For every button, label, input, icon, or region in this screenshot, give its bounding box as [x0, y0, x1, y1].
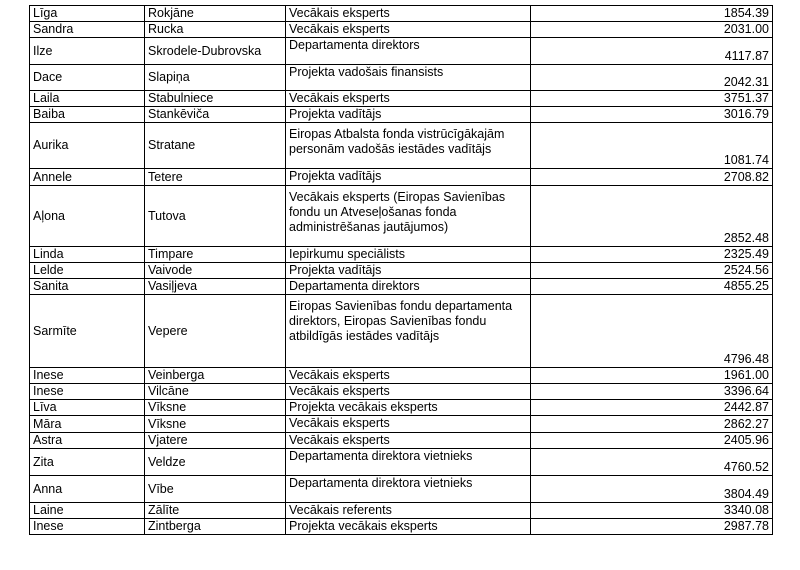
- table-body: [30, 6, 773, 535]
- surname-cell: Veldze: [145, 449, 286, 476]
- position-line: Departamenta direktors: [289, 38, 420, 52]
- first-name-cell: Inese: [30, 519, 145, 535]
- position-cell: [286, 186, 531, 247]
- surname-cell: Rucka: [145, 22, 286, 38]
- first-name-cell: Inese: [30, 368, 145, 384]
- salary-cell: 3016.79: [531, 107, 773, 123]
- first-name-cell: Linda: [30, 247, 145, 263]
- table-row: [30, 22, 773, 38]
- position-line: Projekta vadošais finansists: [289, 65, 444, 79]
- first-name-cell: Lelde: [30, 263, 145, 279]
- position-cell: [286, 107, 531, 123]
- first-name-cell: Annele: [30, 169, 145, 186]
- first-name-cell: Sarmīte: [30, 295, 145, 368]
- table-row: [30, 400, 773, 416]
- position-cell: [286, 476, 531, 503]
- position-line: Projekta vecākais eksperts: [289, 400, 438, 414]
- table-row: [30, 65, 773, 91]
- position-cell: [286, 368, 531, 384]
- position-line: Vecākais eksperts: [289, 384, 390, 398]
- table-row: [30, 91, 773, 107]
- position-line: Departamenta direktora vietnieks: [289, 476, 473, 490]
- salary-cell: 2031.00: [531, 22, 773, 38]
- salary-cell: 2442.87: [531, 400, 773, 416]
- position-line: Projekta vadītājs: [289, 107, 382, 121]
- salary-cell: 2325.49: [531, 247, 773, 263]
- position-line: fondu un Atveseļošanas fonda: [289, 205, 457, 219]
- surname-cell: Vepere: [145, 295, 286, 368]
- salary-cell: 2852.48: [531, 186, 773, 247]
- salary-cell: 2862.27: [531, 416, 773, 433]
- salary-cell: 1961.00: [531, 368, 773, 384]
- table-row: [30, 384, 773, 400]
- surname-cell: Vilcāne: [145, 384, 286, 400]
- position-line: Iepirkumu speciālists: [289, 247, 406, 261]
- first-name-cell: Aurika: [30, 123, 145, 169]
- first-name-cell: Māra: [30, 416, 145, 433]
- position-line: Vecākais eksperts (Eiropas Savienības: [289, 190, 506, 204]
- position-cell: [286, 416, 531, 433]
- first-name-cell: Zita: [30, 449, 145, 476]
- surname-cell: Slapiņa: [145, 65, 286, 91]
- salary-cell: 4796.48: [531, 295, 773, 368]
- table-row: [30, 519, 773, 535]
- position-line: administrēšanas jautājumos): [289, 220, 449, 234]
- position-cell: [286, 279, 531, 295]
- salary-cell: 1081.74: [531, 123, 773, 169]
- surname-cell: Zālīte: [145, 503, 286, 519]
- salary-cell: 3751.37: [531, 91, 773, 107]
- table-row: [30, 476, 773, 503]
- surname-cell: Vīksne: [145, 416, 286, 433]
- surname-cell: Vīksne: [145, 400, 286, 416]
- salary-table: [29, 5, 773, 535]
- first-name-cell: Sanita: [30, 279, 145, 295]
- surname-cell: Veinberga: [145, 368, 286, 384]
- surname-cell: Stabulniece: [145, 91, 286, 107]
- first-name-cell: Laine: [30, 503, 145, 519]
- salary-cell: 1854.39: [531, 6, 773, 22]
- position-line: Projekta vadītājs: [289, 169, 382, 183]
- table-row: [30, 6, 773, 22]
- table-row: [30, 186, 773, 247]
- position-line: Projekta vadītājs: [289, 263, 382, 277]
- salary-cell: 3804.49: [531, 476, 773, 503]
- surname-cell: Tetere: [145, 169, 286, 186]
- position-line: Vecākais eksperts: [289, 6, 390, 20]
- first-name-cell: Ilze: [30, 38, 145, 65]
- first-name-cell: Sandra: [30, 22, 145, 38]
- salary-cell: 3340.08: [531, 503, 773, 519]
- first-name-cell: Dace: [30, 65, 145, 91]
- first-name-cell: Līva: [30, 400, 145, 416]
- first-name-cell: Baiba: [30, 107, 145, 123]
- table-row: [30, 368, 773, 384]
- position-line: Vecākais referents: [289, 503, 392, 517]
- position-cell: [286, 22, 531, 38]
- position-line: personām vadošās iestādes vadītājs: [289, 142, 492, 156]
- position-cell: [286, 295, 531, 368]
- table-row: [30, 295, 773, 368]
- position-cell: [286, 519, 531, 535]
- position-cell: [286, 503, 531, 519]
- first-name-cell: Anna: [30, 476, 145, 503]
- position-cell: [286, 123, 531, 169]
- position-line: Vecākais eksperts: [289, 433, 390, 447]
- surname-cell: Stratane: [145, 123, 286, 169]
- position-cell: [286, 263, 531, 279]
- position-cell: [286, 400, 531, 416]
- table-row: [30, 416, 773, 433]
- surname-cell: Stankēviča: [145, 107, 286, 123]
- first-name-cell: Inese: [30, 384, 145, 400]
- position-line: Departamenta direktora vietnieks: [289, 449, 473, 463]
- table-row: [30, 38, 773, 65]
- position-cell: [286, 449, 531, 476]
- salary-cell: 2042.31: [531, 65, 773, 91]
- surname-cell: Vjatere: [145, 433, 286, 449]
- table-row: [30, 123, 773, 169]
- surname-cell: Vaivode: [145, 263, 286, 279]
- position-line: Vecākais eksperts: [289, 368, 390, 382]
- position-line: Projekta vecākais eksperts: [289, 519, 438, 533]
- table-row: [30, 503, 773, 519]
- salary-cell: 4760.52: [531, 449, 773, 476]
- first-name-cell: Līga: [30, 6, 145, 22]
- position-cell: [286, 6, 531, 22]
- position-cell: [286, 91, 531, 107]
- position-cell: [286, 247, 531, 263]
- salary-cell: 2708.82: [531, 169, 773, 186]
- table-row: [30, 279, 773, 295]
- position-line: Vecākais eksperts: [289, 22, 390, 36]
- position-line: direktors, Eiropas Savienības fondu: [289, 314, 487, 328]
- position-line: Eiropas Atbalsta fonda vistrūcīgākajām: [289, 127, 505, 141]
- position-line: Departamenta direktors: [289, 279, 420, 293]
- salary-cell: 2987.78: [531, 519, 773, 535]
- position-cell: [286, 169, 531, 186]
- position-cell: [286, 38, 531, 65]
- surname-cell: Timpare: [145, 247, 286, 263]
- salary-cell: 4117.87: [531, 38, 773, 65]
- position-cell: [286, 433, 531, 449]
- first-name-cell: Astra: [30, 433, 145, 449]
- salary-cell: 2405.96: [531, 433, 773, 449]
- surname-cell: Rokjāne: [145, 6, 286, 22]
- surname-cell: Vībe: [145, 476, 286, 503]
- position-line: Vecākais eksperts: [289, 416, 390, 430]
- position-line: atbildīgās iestādes vadītājs: [289, 329, 440, 343]
- salary-cell: 2524.56: [531, 263, 773, 279]
- surname-cell: Tutova: [145, 186, 286, 247]
- table-row: [30, 169, 773, 186]
- position-line: Eiropas Savienības fondu departamenta: [289, 299, 513, 313]
- table-row: [30, 107, 773, 123]
- position-cell: [286, 65, 531, 91]
- table-row: [30, 433, 773, 449]
- table-row: [30, 247, 773, 263]
- first-name-cell: Aļona: [30, 186, 145, 247]
- surname-cell: Vasiļjeva: [145, 279, 286, 295]
- first-name-cell: Laila: [30, 91, 145, 107]
- surname-cell: Zintberga: [145, 519, 286, 535]
- position-line: Vecākais eksperts: [289, 91, 390, 105]
- table-row: [30, 449, 773, 476]
- table-row: [30, 263, 773, 279]
- position-cell: [286, 384, 531, 400]
- surname-cell: Skrodele-Dubrovska: [145, 38, 286, 65]
- salary-cell: 4855.25: [531, 279, 773, 295]
- salary-cell: 3396.64: [531, 384, 773, 400]
